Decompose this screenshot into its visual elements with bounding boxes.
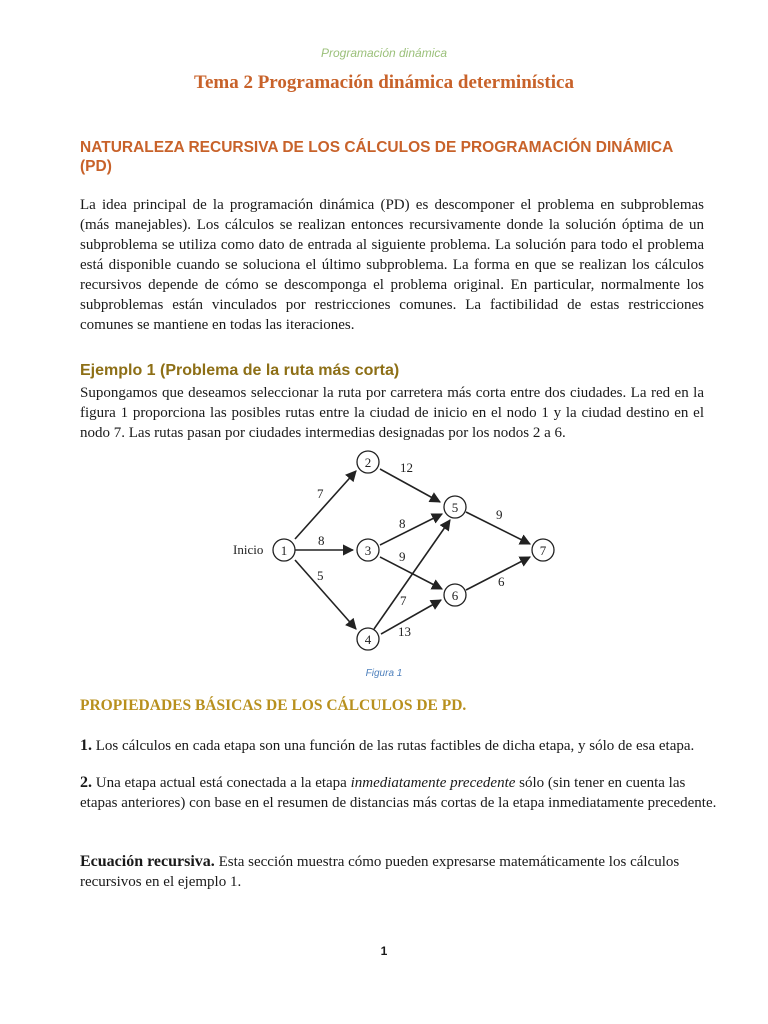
edge-4-5 bbox=[374, 520, 450, 629]
section-heading: NATURALEZA RECURSIVA DE LOS CÁLCULOS DE PROGRAMACIÓN DINÁMICA (PD) bbox=[80, 139, 673, 175]
node-2-label: 2 bbox=[364, 455, 372, 470]
list-item-number: 1. bbox=[80, 737, 92, 754]
node-3-label: 3 bbox=[364, 543, 372, 558]
list-item bbox=[80, 736, 720, 756]
weight-4-6: 13 bbox=[398, 624, 411, 639]
node-1-label: 1 bbox=[280, 543, 288, 558]
edge-1-2 bbox=[295, 471, 356, 539]
emphasis-text: inmediatamente precedente bbox=[350, 775, 516, 791]
intro-paragraph: La idea principal de la programación dinámica (PD) es descomponer el problema en subproblemas (más manejables). Los cálculos se realizan entonces recursivamente donde la solución óptima de un subproblema se utiliza como dato de entrada al siguiente problema. La solución para todo el problema está disponible cuando se soluciona el último subproblema. La forma en que se realizan los cálculos recursivos depende de cómo se descomponga el problema original. En particular, normalmente los subproblemas están vinculados por restricciones comunes. La factibilidad de estas restricciones comunes se mantiene en todas las iteraciones. bbox=[80, 197, 704, 333]
weight-1-2: 7 bbox=[317, 486, 324, 501]
page-title: Tema 2 Programación dinámica determinística bbox=[194, 72, 574, 93]
weight-3-6: 9 bbox=[399, 549, 406, 564]
shortest-route-network-figure bbox=[228, 445, 568, 655]
list-item-text: sólo (sin tener en cuenta las etapas anteriores) con base en el resumen de distancias más cortas de la etapa inmediatamente precedente. bbox=[80, 775, 717, 811]
list-item bbox=[80, 773, 720, 813]
weight-4-5: 7 bbox=[400, 593, 407, 608]
running-header: Programación dinámica bbox=[320, 46, 448, 60]
weight-3-5: 8 bbox=[399, 516, 406, 531]
start-label: Inicio bbox=[233, 542, 264, 557]
edge-3-6 bbox=[380, 557, 442, 589]
weight-5-7: 9 bbox=[496, 507, 503, 522]
node-labels bbox=[281, 455, 547, 647]
list-item-text: Una etapa actual está conectada a la etapa bbox=[92, 775, 351, 791]
figure-caption: Figura 1 bbox=[365, 668, 403, 679]
node-5-label: 5 bbox=[451, 500, 459, 515]
recursive-equation-text: Esta sección muestra cómo pueden expresarse matemáticamente los cálculos recursivos en el ejemplo 1. bbox=[80, 854, 680, 890]
edge-3-5 bbox=[380, 514, 442, 545]
weight-1-4: 5 bbox=[317, 568, 324, 583]
page-number: 1 bbox=[380, 944, 388, 958]
recursive-equation-term: Ecuación recursiva. bbox=[80, 853, 215, 870]
recursive-equation-paragraph bbox=[80, 852, 720, 892]
list-item-text: Los cálculos en cada etapa son una función de las rutas factibles de dicha etapa, y sólo de esa etapa. bbox=[92, 738, 695, 754]
network-edges bbox=[295, 469, 530, 634]
weight-2-5: 12 bbox=[400, 460, 413, 475]
list-item-number: 2. bbox=[80, 774, 92, 791]
edge-1-4 bbox=[295, 560, 356, 629]
node-6-label: 6 bbox=[451, 588, 459, 603]
node-7-label: 7 bbox=[539, 543, 547, 558]
node-4-label: 4 bbox=[364, 632, 372, 647]
example-paragraph: Supongamos que deseamos seleccionar la ruta por carretera más corta entre dos ciudades. La red en la figura 1 proporciona las posibles rutas entre la ciudad de inicio en el nodo 1 y la ciudad destino en el nodo 7. Las rutas pasan por ciudades intermedias designadas por los nodos 2 a 6. bbox=[80, 385, 704, 441]
example-heading: Ejemplo 1 (Problema de la ruta más corta) bbox=[80, 362, 400, 379]
properties-heading: PROPIEDADES BÁSICAS DE LOS CÁLCULOS DE PD. bbox=[80, 697, 467, 714]
weight-1-3: 8 bbox=[318, 533, 325, 548]
weight-6-7: 6 bbox=[498, 574, 505, 589]
